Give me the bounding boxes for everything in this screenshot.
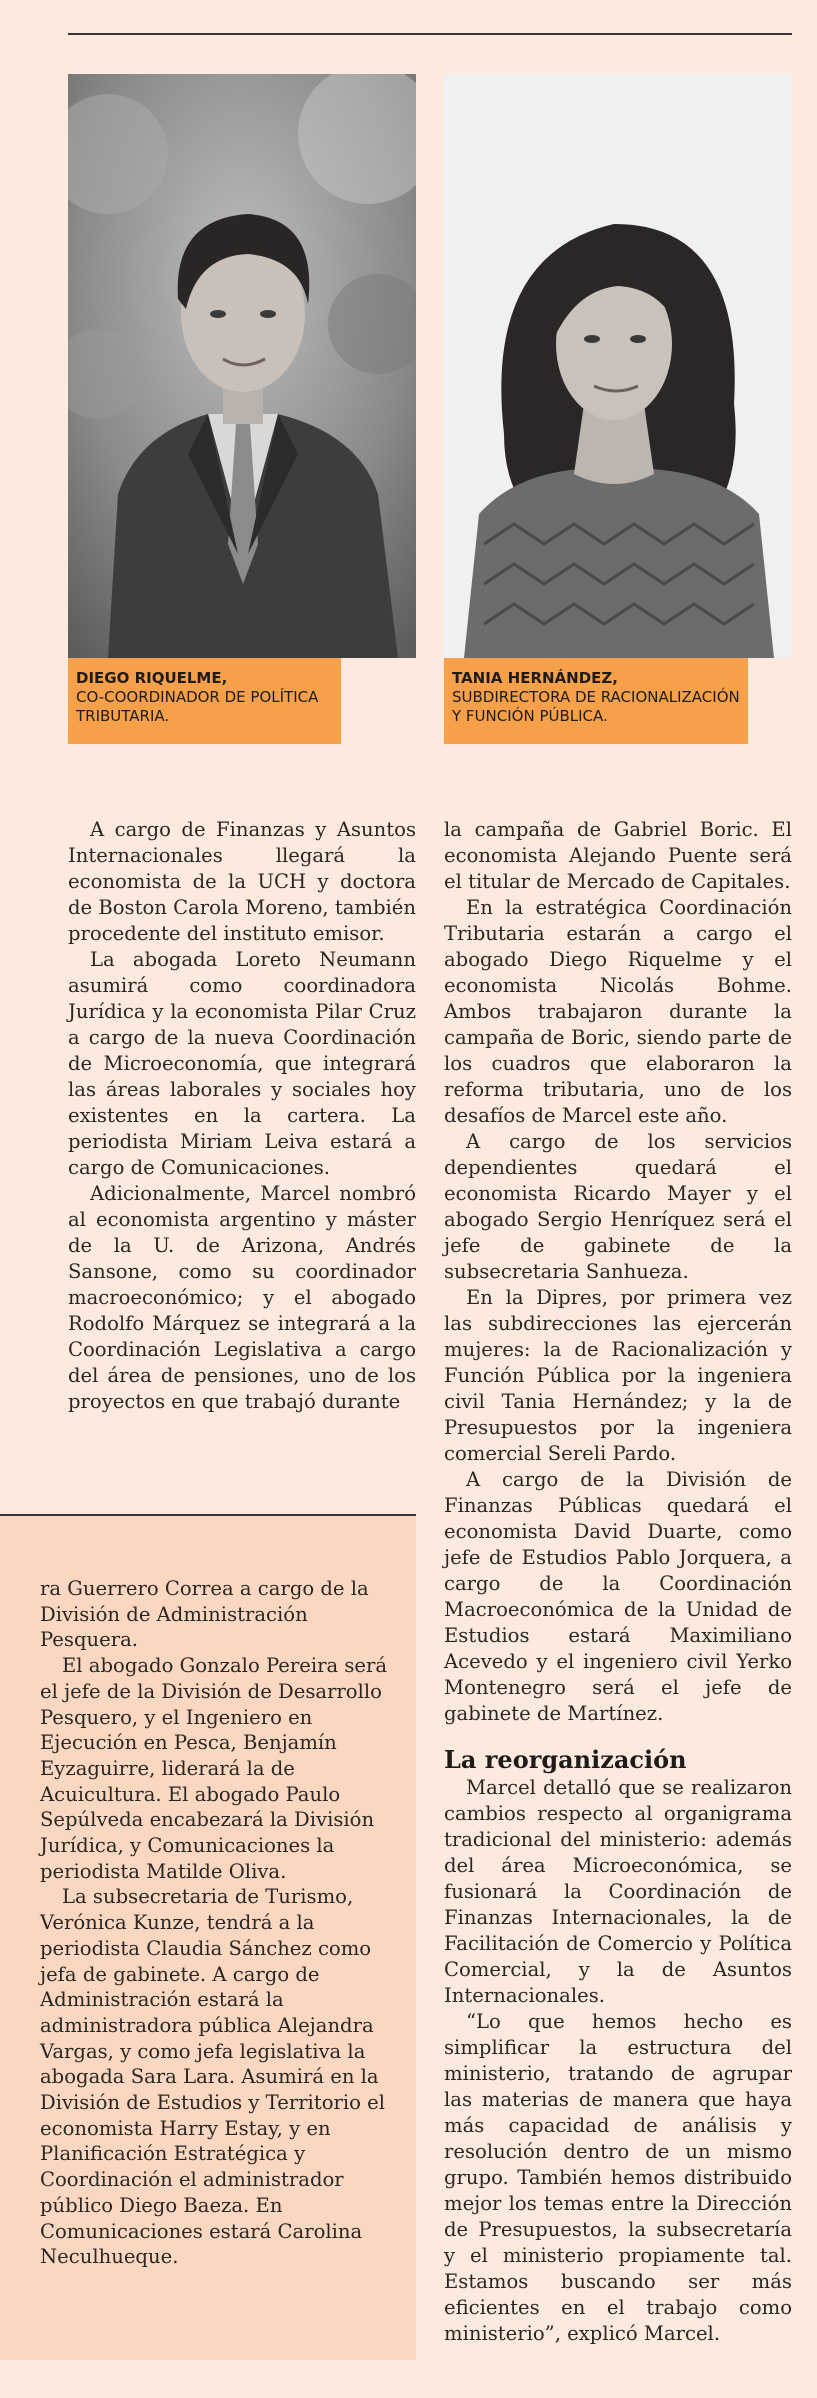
paragraph: La abogada Loreto Neumann asumirá como coordinadora Jurídica y la economista Pilar Cruz a cargo de la nueva Coordinación de Microeconomía, que integrará las áreas laborales y sociales hoy existentes en la cartera. La periodista Miriam Leiva estará a cargo de Comunicaciones. [68, 948, 416, 1179]
photo-diego-riquelme [68, 74, 416, 658]
caption-name: TANIA HERNÁNDEZ, [452, 669, 618, 687]
article-column-right [444, 817, 792, 2347]
article-column-boxed [40, 1576, 406, 2270]
paragraph: El abogado Gonzalo Pereira será el jefe de la División de Desarrollo Pesquero, y el Ingeniero en Ejecución en Pesca, Benjamín Eyzaguirre, liderará la de Acuicultura. El abogado Paulo Sepúlveda encabezará la División Jurídica, y Comunicaciones la periodista Matilde Oliva. [40, 1654, 388, 1883]
paragraph: A cargo de los servicios dependientes quedará el economista Ricardo Mayer y el abogado Sergio Henríquez será el jefe de gabinete de la subsecretaria Sanhueza. [444, 1130, 792, 1283]
paragraph: La subsecretaria de Turismo, Verónica Kunze, tendrá a la periodista Claudia Sánchez como jefa de gabinete. A cargo de Administración estará la administradora pública Alejandra Vargas, y como jefa legislativa la abogada Sara Lara. Asumirá en la División de Estudios y Territorio el economista Harry Estay, y en Planificación Estratégica y Coordinación el administrador público Diego Baeza. En Comunicaciones estará Carolina Neculhueque. [40, 1885, 386, 2269]
paragraph: Adicionalmente, Marcel nombró al economista argentino y máster de la U. de Arizona, Andrés Sansone, como su coordinador macroeconómico; y el abogado Rodolfo Márquez se integrará a la Coordinación Legislativa a cargo del área de pensiones, uno de los proyectos en que trabajó durante [68, 1182, 416, 1413]
paragraph: A cargo de Finanzas y Asuntos Internacionales llegará la economista de la UCH y doctora de Boston Carola Moreno, también procedente del instituto emisor. [68, 818, 416, 945]
portrait-man-image [68, 74, 416, 658]
photo-caption-left [68, 658, 341, 744]
paragraph: En la Dipres, por primera vez las subdirecciones las ejercerán mujeres: la de Racionalización y Función Pública por la ingeniera civil Tania Hernández; y la de Presupuestos por la ingeniera comercial Sereli Pardo. [444, 1286, 792, 1465]
caption-role: CO-COORDINADOR DE POLÍTICA TRIBUTARIA. [76, 688, 319, 725]
portrait-woman-image [444, 74, 792, 658]
paragraph: Marcel detalló que se realizaron cambios respecto al organigrama tradicional del ministerio: además del área Microeconómica, se fusionará la Coordinación de Finanzas Internacionales, la de Facilitación de Comercio y Política Comercial, y la de Asuntos Internacionales. [444, 1776, 792, 2007]
caption-name: DIEGO RIQUELME, [76, 669, 228, 687]
top-rule [68, 33, 792, 35]
photo-caption-right [444, 658, 748, 744]
paragraph: ra Guerrero Correa a cargo de la División de Administración Pesquera. [40, 1577, 369, 1652]
paragraph: En la estratégica Coordinación Tributaria estarán a cargo el abogado Diego Riquelme y el economista Nicolás Bohme. Ambos trabajaron durante la campaña de Boric, siendo parte de los cuadros que elaboraron la reforma tributaria, uno de los desafíos de Marcel este año. [444, 896, 792, 1127]
section-subheading: La reorganización [444, 1745, 687, 1774]
caption-role: SUBDIRECTORA DE RACIONALIZACIÓN Y FUNCIÓN PÚBLICA. [452, 688, 740, 725]
paragraph: A cargo de la División de Finanzas Públicas quedará el economista David Duarte, como jefe de Estudios Pablo Jorquera, a cargo de la Coordinación Macroeconómica de la Unidad de Estudios estará Maximiliano Acevedo y el ingeniero civil Yerko Montenegro será el jefe de gabinete de Martínez. [444, 1468, 792, 1725]
article-column-left [68, 817, 416, 1415]
paragraph: “Lo que hemos hecho es simplificar la estructura del ministerio, tratando de agrupar las materias de manera que haya más capacidad de análisis y resolución dentro de un mismo grupo. También hemos distribuido mejor los temas entre la Dirección de Presupuestos, la subsecretaría y el ministerio propiamente tal. Estamos buscando ser más eficientes en el trabajo como ministerio”, explicó Marcel. [444, 2010, 792, 2345]
paragraph: la campaña de Gabriel Boric. El economista Alejando Puente será el titular de Mercado de Capitales. [444, 818, 792, 893]
photo-tania-hernandez [444, 74, 792, 658]
